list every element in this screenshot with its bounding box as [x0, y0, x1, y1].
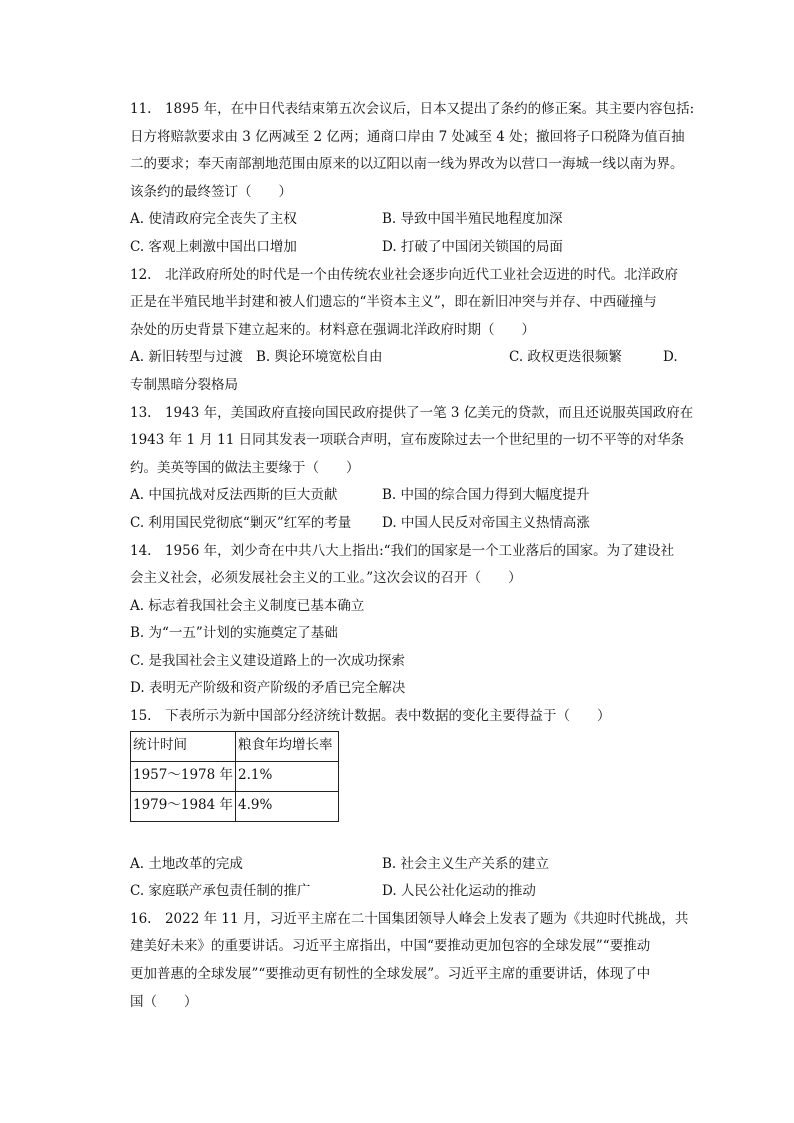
table-header-cell: 统计时间: [131, 731, 236, 761]
question-text-line: 1943 年 1 月 11 日同其发表一项联合声明，宣布废除过去一个世纪里的一切不平等的对华条: [130, 432, 685, 449]
option-d[interactable]: D. 表明无产阶级和资产阶级的矛盾已完全解决: [130, 680, 406, 697]
question-text-line: 13. 1943 年，美国政府直接向国民政府提供了一笔 3 亿美元的贷款，而且还说服英国政府在: [130, 404, 694, 421]
option-a[interactable]: A. 新旧转型与过渡: [130, 349, 243, 366]
option-a[interactable]: A. 标志着我国社会主义制度已基本确立: [130, 597, 365, 614]
question-text-line: 建美好未来》的重要讲话。习近平主席指出，中国“要推动更加包容的全球发展”“要推动: [130, 938, 651, 955]
exam-page: [130, 96, 696, 1016]
option-c[interactable]: C. 是我国社会主义建设道路上的一次成功探索: [130, 652, 405, 669]
option-b[interactable]: B. 为“一五”计划的实施奠定了基础: [130, 625, 338, 642]
question-14: [130, 538, 696, 704]
option-c[interactable]: C. 家庭联产承包责任制的推广: [130, 883, 311, 900]
question-15: [130, 703, 696, 906]
question-text-line: 国（ ）: [130, 993, 198, 1010]
question-text-line: 正是在半殖民地半封建和被人们遗忘的“半资本主义”，即在新旧冲突与并存、中西碰撞与: [130, 294, 657, 311]
option-b[interactable]: B. 中国的综合国力得到大幅度提升: [382, 487, 590, 504]
table-row: [131, 791, 339, 821]
table-header-row: [131, 731, 339, 761]
option-c[interactable]: C. 客观上刺激中国出口增加: [130, 238, 297, 255]
table-cell: 1957～1978 年: [131, 761, 236, 791]
question-16: [130, 906, 696, 1016]
question-text-line: 杂处的历史背景下建立起来的。材料意在强调北洋政府时期（ ）: [130, 321, 535, 338]
option-d-continuation: 专制黑暗分裂格局: [130, 376, 238, 393]
question-text-line: 日方将赔款要求由 3 亿两减至 2 亿两；通商口岸由 7 处减至 4 处；撤回将子口税降为值百抽: [130, 128, 685, 145]
option-a[interactable]: A. 中国抗战对反法西斯的巨大贡献: [130, 487, 338, 504]
table-cell: 4.9%: [236, 791, 339, 821]
question-text-line: 15. 下表所示为新中国部分经济统计数据。表中数据的变化主要得益于（ ）: [130, 708, 611, 725]
option-c[interactable]: C. 政权更迭很频繁: [509, 349, 622, 366]
option-d[interactable]: D. 人民公社化运动的推动: [382, 883, 536, 900]
question-12: [130, 262, 696, 400]
question-text-line: 16. 2022 年 11 月，习近平主席在二十国集团领导人峰会上发表了题为《共迎时代挑战，共: [130, 910, 689, 927]
question-text-line: 更加普惠的全球发展”“要推动更有韧性的全球发展”。习近平主席的重要讲话，体现了中: [130, 966, 651, 983]
statistics-table: [130, 731, 339, 822]
question-text-line: 该条约的最终签订（ ）: [130, 183, 292, 200]
question-text-line: 12. 北洋政府所处的时代是一个由传统农业社会逐步向近代工业社会迈进的时代。北洋政府: [130, 266, 678, 283]
question-text-line: 约。美英等国的做法主要缘于（ ）: [130, 459, 360, 476]
question-11: [130, 96, 696, 262]
table-cell: 1979～1984 年: [131, 791, 236, 821]
table-header-cell: 粮食年均增长率: [236, 731, 339, 761]
option-b[interactable]: B. 舆论环境宽松自由: [256, 349, 383, 366]
table-cell: 2.1%: [236, 761, 339, 791]
option-d[interactable]: D. 打破了中国闭关锁国的局面: [382, 238, 563, 255]
option-b[interactable]: B. 社会主义生产关系的建立: [382, 855, 550, 872]
question-text-line: 14. 1956 年，刘少奇在中共八大上指出:“我们的国家是一个工业落后的国家。为了建设社: [130, 542, 675, 559]
question-text-line: 二的要求；奉天南部割地范围由原来的以辽阳以南一线为界改为以营口一海城一线以南为界。: [130, 156, 684, 173]
option-d[interactable]: D.: [663, 349, 678, 366]
option-a[interactable]: A. 使清政府完全丧失了主权: [130, 211, 297, 228]
option-c[interactable]: C. 利用国民党彻底“剿灭”红军的考量: [130, 514, 352, 531]
table-row: [131, 761, 339, 791]
option-a[interactable]: A. 土地改革的完成: [130, 855, 243, 872]
question-13: [130, 400, 696, 538]
option-d[interactable]: D. 中国人民反对帝国主义热情高涨: [382, 514, 590, 531]
question-text-line: 会主义社会，必须发展社会主义的工业。”这次会议的召开（ ）: [130, 570, 522, 587]
option-b[interactable]: B. 导致中国半殖民地程度加深: [382, 211, 563, 228]
question-text-line: 11. 1895 年，在中日代表结束第五次会议后，日本又提出了条约的修正案。其主要内容包括:: [130, 101, 695, 117]
